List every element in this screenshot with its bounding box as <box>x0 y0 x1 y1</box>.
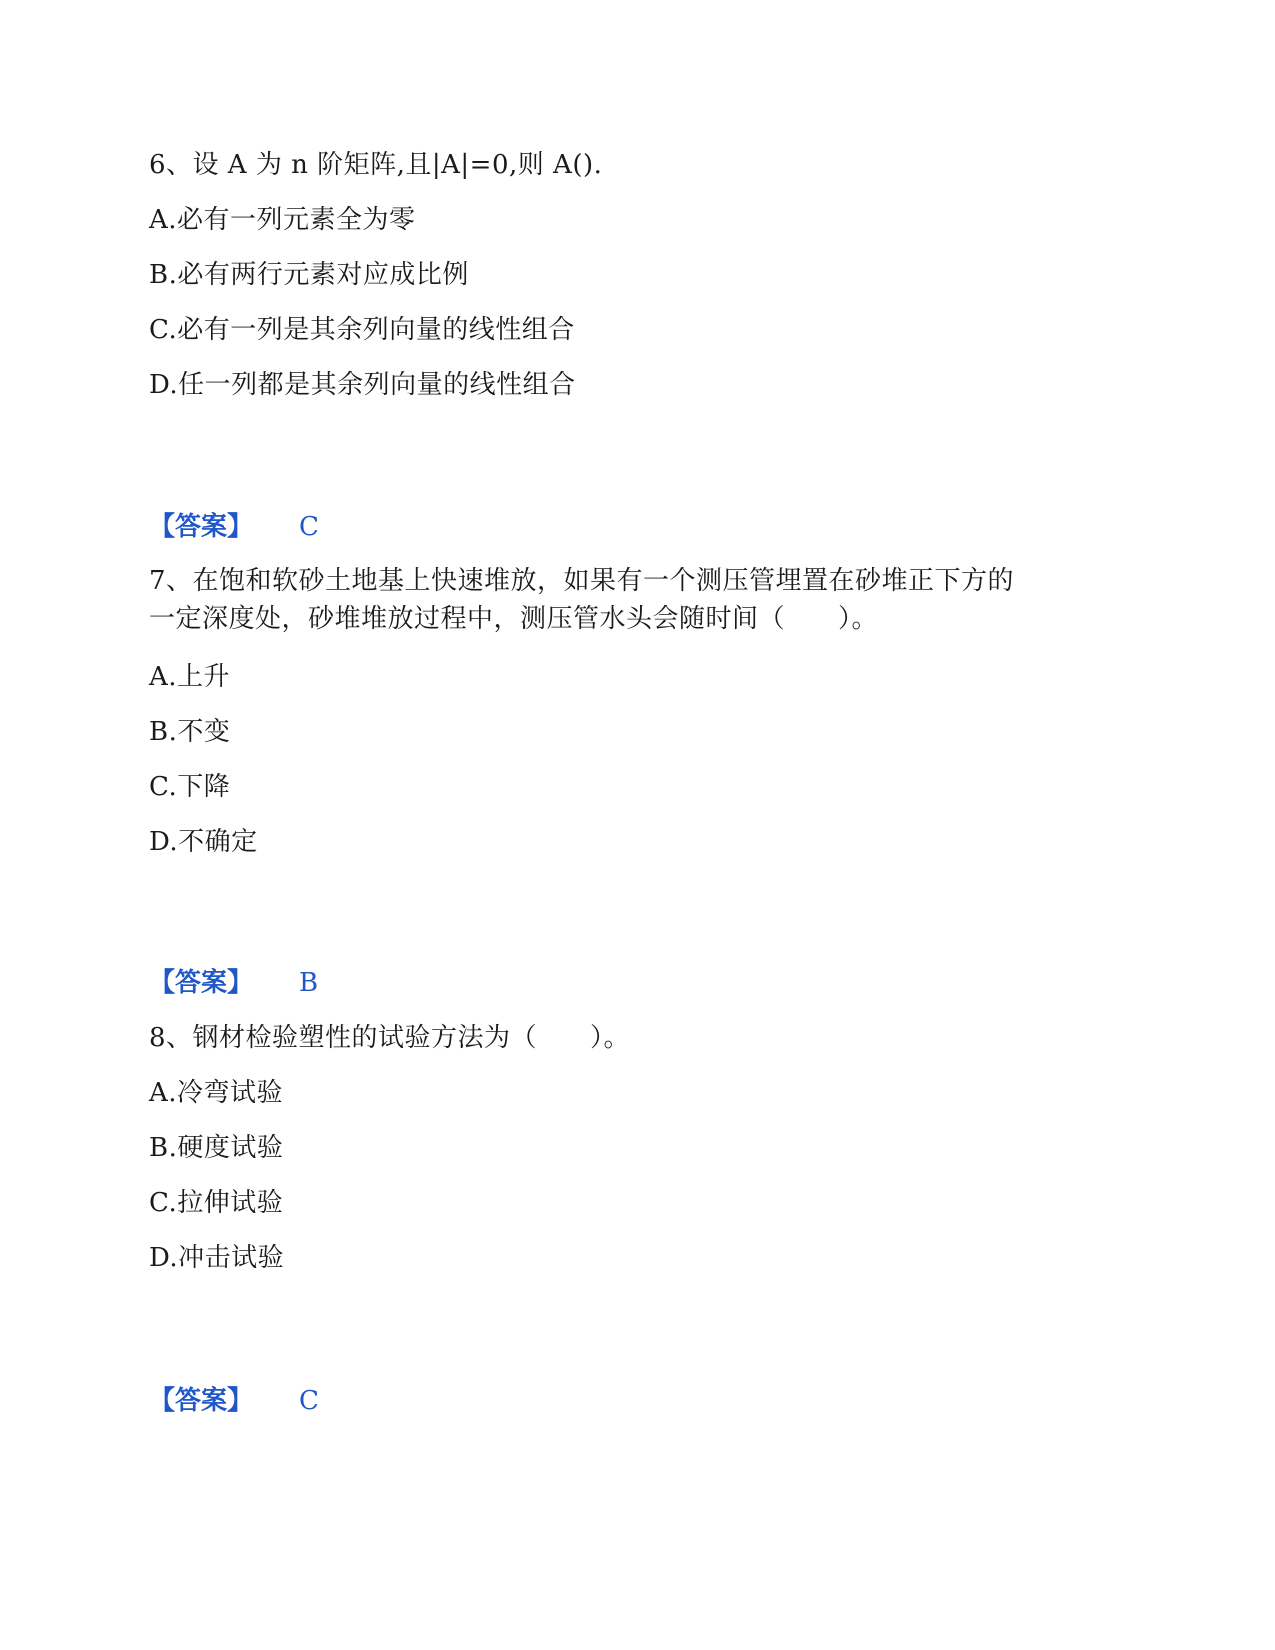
option-d: D.任一列都是其余列向量的线性组合 <box>149 370 576 400</box>
option-b: B.不变 <box>149 717 231 747</box>
option-a: A.上升 <box>149 662 231 692</box>
option-d: D.不确定 <box>149 827 258 857</box>
question-stem-line-1: 7、在饱和软砂土地基上快速堆放，如果有一个测压管埋置在砂堆正下方的 <box>149 566 1015 596</box>
option-b: B.必有两行元素对应成比例 <box>149 260 469 290</box>
question-stem: 6、设 A 为 n 阶矩阵,且|A|=0,则 A(). <box>149 150 603 180</box>
option-d: D.冲击试验 <box>149 1243 285 1273</box>
answer-value: C <box>299 1386 319 1416</box>
question-stem-line-2: 一定深度处，砂堆堆放过程中，测压管水头会随时间（ ）。 <box>149 604 879 634</box>
option-b: B.硬度试验 <box>149 1133 284 1163</box>
option-c: C.拉伸试验 <box>149 1188 284 1218</box>
answer-label: 【答案】 <box>149 1386 254 1416</box>
option-a: A.冷弯试验 <box>149 1078 284 1108</box>
answer-label: 【答案】 <box>149 512 254 542</box>
answer-label: 【答案】 <box>149 968 254 998</box>
answer-block <box>149 1384 319 1418</box>
answer-block <box>149 966 318 1000</box>
option-c: C.下降 <box>149 772 231 802</box>
option-c: C.必有一列是其余列向量的线性组合 <box>149 315 575 345</box>
answer-value: B <box>299 968 319 998</box>
question-stem: 8、钢材检验塑性的试验方法为（ ）。 <box>149 1023 631 1053</box>
answer-block <box>149 510 319 544</box>
option-a: A.必有一列元素全为零 <box>149 205 416 235</box>
answer-value: C <box>299 512 319 542</box>
